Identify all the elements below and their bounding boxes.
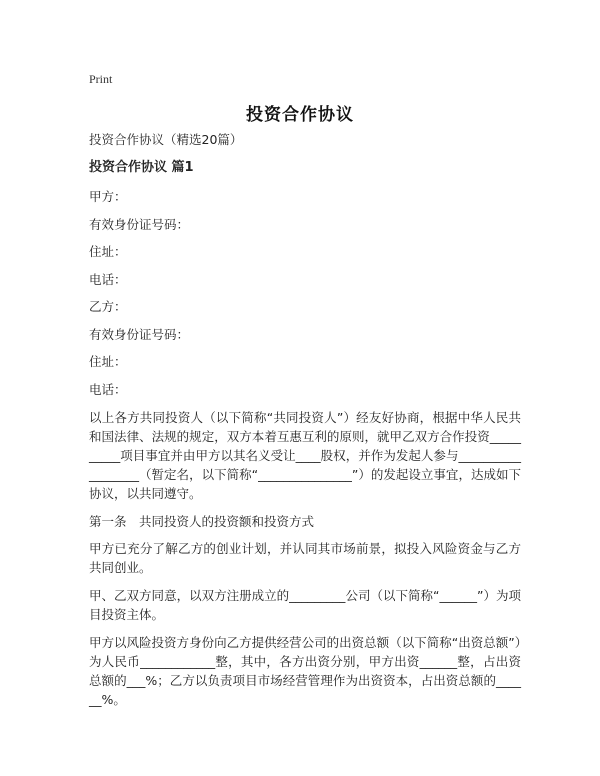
section-heading: 投资合作协议 篇1 — [89, 160, 194, 175]
party-a-label: 甲方： — [89, 189, 127, 204]
paragraph-capital-contribution: 甲方以风险投资方身份向乙方提供经营公司的出资总额（以下简称“出资总额”）为人民币____________整，其中，各方出资分别，甲方出资______整，占出资总额的___%；乙方以负责项目市场经营管理作为出资资本，占出资总额的______%。 — [89, 635, 521, 707]
print-label[interactable]: Print — [89, 72, 113, 86]
party-a-id-label: 有效身份证号码： — [89, 216, 190, 232]
party-b-label: 乙方： — [89, 299, 127, 314]
party-b-id-label: 有效身份证号码： — [89, 326, 190, 342]
document-title: 投资合作协议 — [246, 105, 354, 125]
document-body — [89, 131, 521, 718]
party-a-address-label: 住址： — [89, 244, 127, 259]
party-b-phone-label: 电话： — [89, 381, 127, 397]
party-b-address-label: 住址： — [89, 354, 127, 369]
document-subtitle: 投资合作协议（精选20篇） — [89, 132, 243, 147]
paragraph-investment-entity: 甲、乙双方同意，以双方注册成立的_________公司（以下简称“______”）为项目投资主体。 — [89, 588, 521, 622]
party-a-phone-label: 电话： — [89, 271, 127, 287]
preamble-paragraph: 以上各方共同投资人（以下简称“共同投资人”）经友好协商，根据中华人民共和国法律、法规的规定，双方本着互惠互利的原则，就甲乙双方合作投资__________项目事宜并由甲方以其名义受让____股权，并作为发起人参与__________________（暂定名，以下简称“_______________”）的发起设立事宜，达成如下协议，以共同遵守。 — [89, 410, 521, 501]
article-one-heading: 第一条 共同投资人的投资额和投资方式 — [89, 514, 315, 529]
paragraph-understanding: 甲方已充分了解乙方的创业计划，并认同其市场前景，拟投入风险资金与乙方共同创业。 — [89, 541, 521, 575]
